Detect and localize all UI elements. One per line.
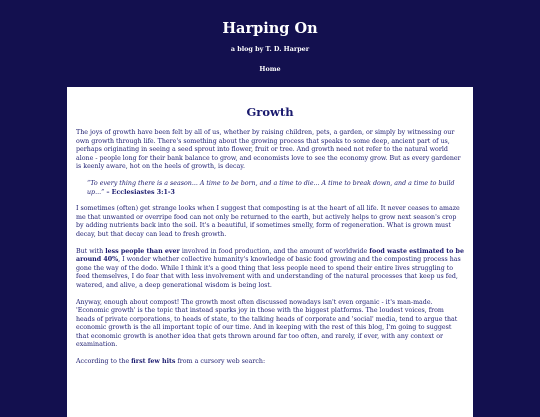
post-paragraph-1: The joys of growth have been felt by all of us, whether by raising children, pets, a garden, or simply by witnessing our own growth through life. There's something about the growing process that speaks to some deep, ancient part of us, perhaps originating in seeing a seed sprout into flower, fruit or tree. And growth need not refer to the natural world alone - people long for their bank balance to grow, and economists love to see the economy grow. But as every gardener is keenly aware, hot on the heels of growth, is decay. <box>76 129 461 171</box>
quote-text: “To every thing there is a season... A time to be born, and a time to die... A time to break down, and a time to build up...” <box>87 179 455 196</box>
post-title: Growth <box>246 105 294 119</box>
less-people-link[interactable]: less people than ever <box>105 247 180 255</box>
post-paragraph-5 <box>76 358 464 367</box>
site-title[interactable]: Harping On <box>222 20 318 37</box>
p3-text-e: , I wonder whether collective humanity's knowledge of basic food growing and the composting process has gone the way of the dodo. While I think it's a good thing that less people need to spend their entire lives struggling to feed themselves, I do fear that with less involvement with and understanding of the natural processes that keep us fed, watered, and alive, a deep generational wisdom is being lost. <box>76 256 461 289</box>
post-paragraph-3 <box>76 248 464 291</box>
post-paragraph-4: Anyway, enough about compost! The growth most often discussed nowadays isn't even organic - it's man-made. 'Economic growth' is the topic that instead sparks joy in those with the biggest platforms. The loudest voices, from heads of private corporations, to heads of state, to the talking heads of corporate and 'social' media, tend to argue that economic growth is the all important topic of our time. And in keeping with the rest of this blog, I'm going to suggest that economic growth is another idea that gets thrown around far too often, and rarely, if ever, with any context or examination. <box>76 298 458 349</box>
food-waste-link[interactable]: food waste estimated to be around 40% <box>76 247 464 264</box>
quote-source: – Ecclesiastes 3:1-3 <box>106 188 175 196</box>
site-nav <box>0 65 540 73</box>
p3-text-c: involved in food production, and the amount of worldwide <box>179 247 370 255</box>
site-tagline: a blog by T. D. Harper <box>230 45 310 53</box>
first-few-hits-link[interactable]: first few hits <box>131 358 176 366</box>
post-paragraph-2: I sometimes (often) get strange looks when I suggest that composting is at the heart of all life. It never ceases to amaze me that unwanted or overripe food can not only be returned to the earth, but actively helps to grow next season's crop by adding nutrients back into the soil. It's a beautiful, if sometimes smelly, form of regeneration. What is grown must decay, but that decay can lead to fresh growth. <box>76 205 460 238</box>
p5-text-c: from a cursory web search: <box>175 358 266 366</box>
p3-text-a: But with <box>76 247 106 255</box>
post-content <box>67 87 473 417</box>
post-quote <box>76 180 464 197</box>
p5-text-a: According to the <box>76 358 132 366</box>
nav-home-link[interactable]: Home <box>259 65 281 73</box>
